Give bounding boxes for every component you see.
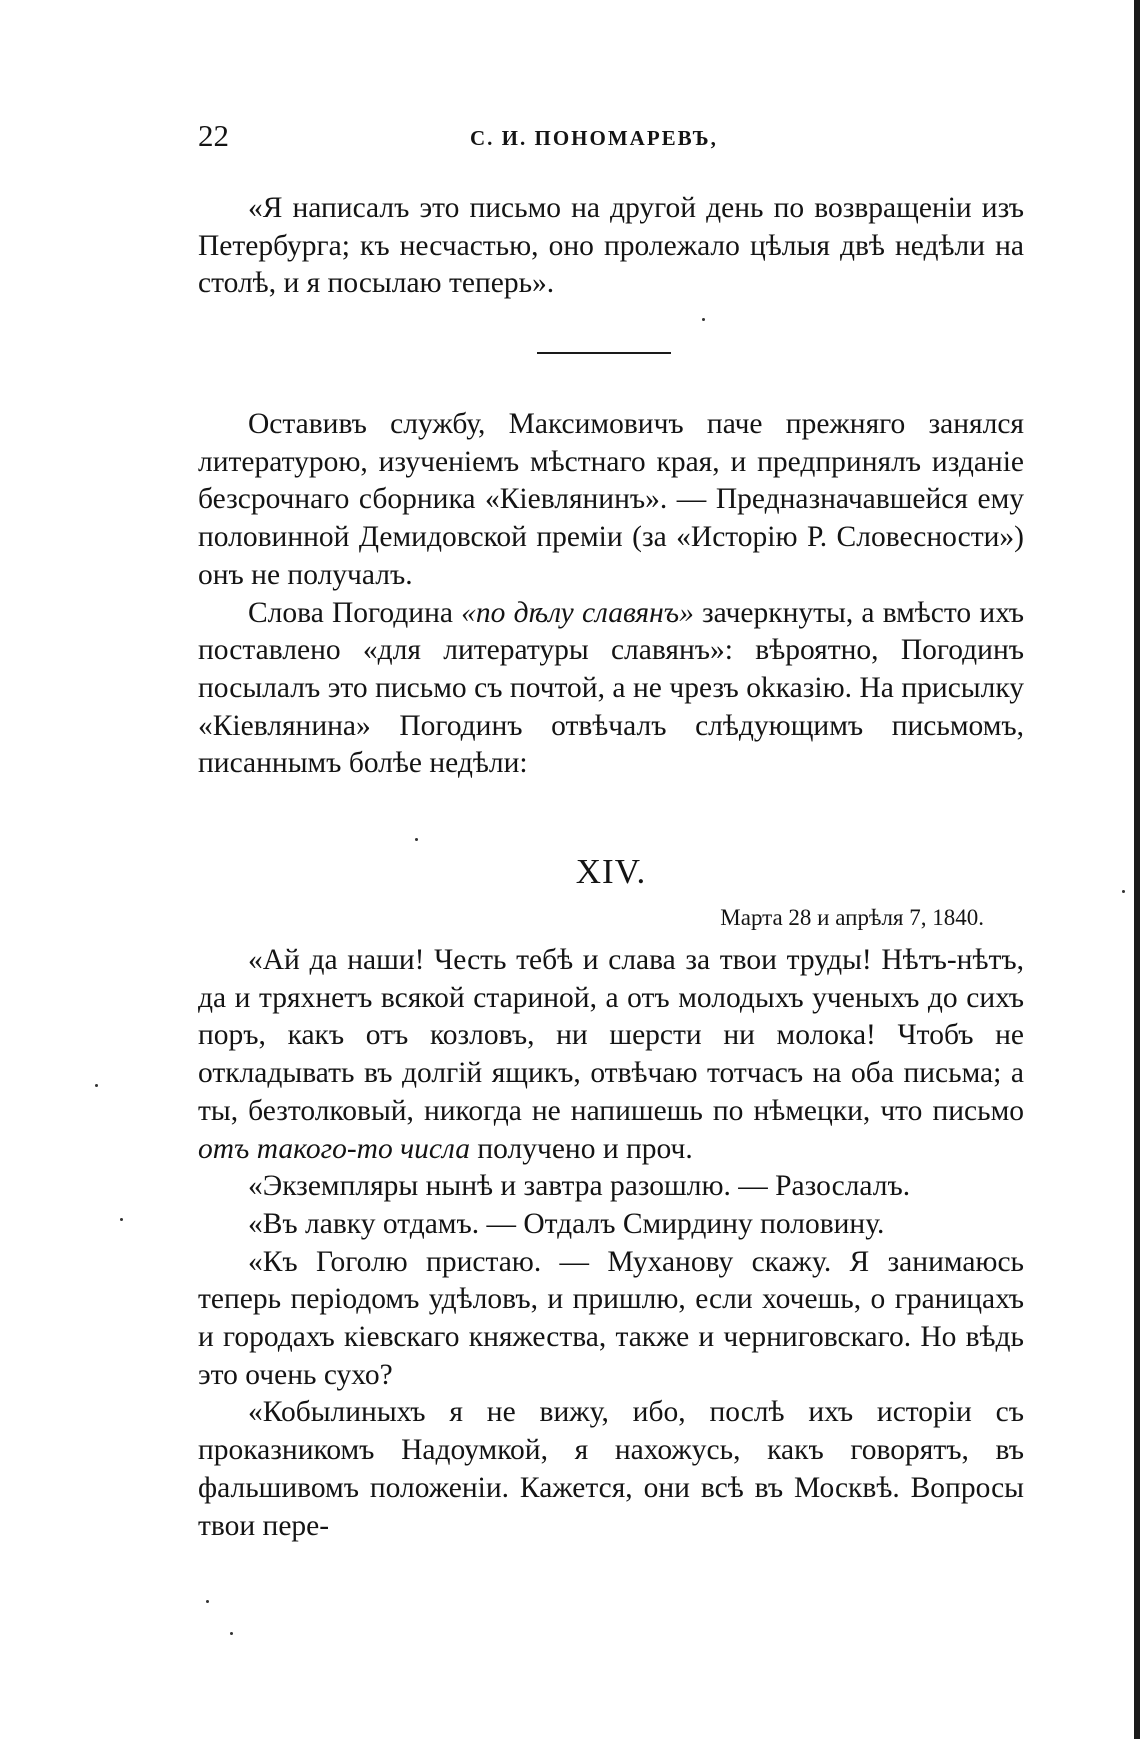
ink-speck	[1122, 890, 1125, 893]
letter-italic-phrase: отъ такого-то числа	[198, 1132, 470, 1165]
letter-paragraph-4: «Къ Гоголю пристаю. — Муханову скажу. Я занимаюсь теперь періодомъ удѣловъ, и пришлю, если хочешь, о границахъ и городахъ кіевскаго княжества, также и черниговскаго. Но вѣдь это очень сухо?	[198, 1245, 1024, 1391]
letter-paragraph-1-end: получено и проч.	[469, 1132, 693, 1165]
ink-speck	[206, 1600, 209, 1603]
narrative-paragraph-2-end: зачеркнуты, а вмѣсто ихъ поставлено «для литературы славянъ»: вѣроятно, Погодинъ посылалъ это письмо съ почтой, а не чрезъ okказію. На присылку «Кіевлянина» Погодинъ отвѣчалъ слѣдующимъ письмомъ, писаннымъ болѣе недѣли:	[198, 596, 1025, 780]
narrative-paragraph-2-start: Слова Погодина	[248, 596, 462, 629]
narrative-section	[198, 406, 1024, 783]
letter-paragraph-1-start: «Ай да наши! Честь тебѣ и слава за твои труды! Нѣтъ-нѣтъ, да и тряхнетъ всякой стариной, а отъ молодыхъ ученыхъ до сихъ поръ, какъ отъ козловъ, ни шерсти ни молока! Чтобъ не откладывать въ долгій ящикъ, отвѣчаю тотчасъ на оба письма; а ты, безтолковый, никогда не напишешь по нѣмецки, что письмо	[198, 944, 1024, 1127]
ink-speck	[230, 1632, 233, 1635]
letter-date: Марта 28 и апрѣля 7, 1840.	[720, 905, 984, 930]
narrative-italic-quote: «по дѣлу славянъ»	[461, 596, 694, 629]
ink-speck	[702, 318, 705, 321]
quote-continuation	[198, 190, 1024, 303]
narrative-paragraph-1: Оставивъ службу, Максимовичъ паче прежняго занялся литературою, изученіемъ мѣстнаго края, и предпринялъ изданіе безсрочнаго сборника «Кіевлянинъ». — Предназначавшейся ему половинной Демидовской преміи (за «Исторію Р. Словесности») онъ не получалъ.	[198, 408, 1024, 591]
ink-speck	[95, 1084, 98, 1087]
page-header	[198, 118, 1028, 158]
page-edge	[1134, 0, 1140, 1739]
letter-paragraph-1	[198, 942, 1024, 1168]
page-number: 22	[198, 118, 229, 153]
letter-paragraph-5: «Кобылиныхъ я не вижу, ибо, послѣ ихъ исторіи съ проказникомъ Надоумкой, я нахожусь, какъ говорятъ, въ фальшивомъ положеніи. Кажется, они всѣ въ Москвѣ. Вопросы твои пере-	[198, 1396, 1024, 1542]
quote-end-paragraph: «Я написалъ это письмо на другой день по возвращеніи изъ Петербурга; къ несчастью, оно пролежало цѣлыя двѣ недѣли на столѣ, и я посылаю теперь».	[198, 192, 1024, 300]
section-divider	[537, 352, 671, 354]
letter-paragraph-3: «Въ лавку отдамъ. — Отдалъ Смирдину половину.	[248, 1207, 885, 1240]
letter-number: XIV.	[575, 852, 647, 891]
ink-speck	[120, 1218, 123, 1221]
narrative-paragraph-2	[198, 595, 1024, 784]
ink-speck	[415, 838, 418, 841]
letter-body	[198, 942, 1024, 1545]
letter-paragraph-2: «Экземпляры нынѣ и завтра разошлю. — Разослалъ.	[248, 1170, 911, 1203]
running-head: С. И. ПОНОМАРЕВЪ,	[470, 126, 718, 150]
